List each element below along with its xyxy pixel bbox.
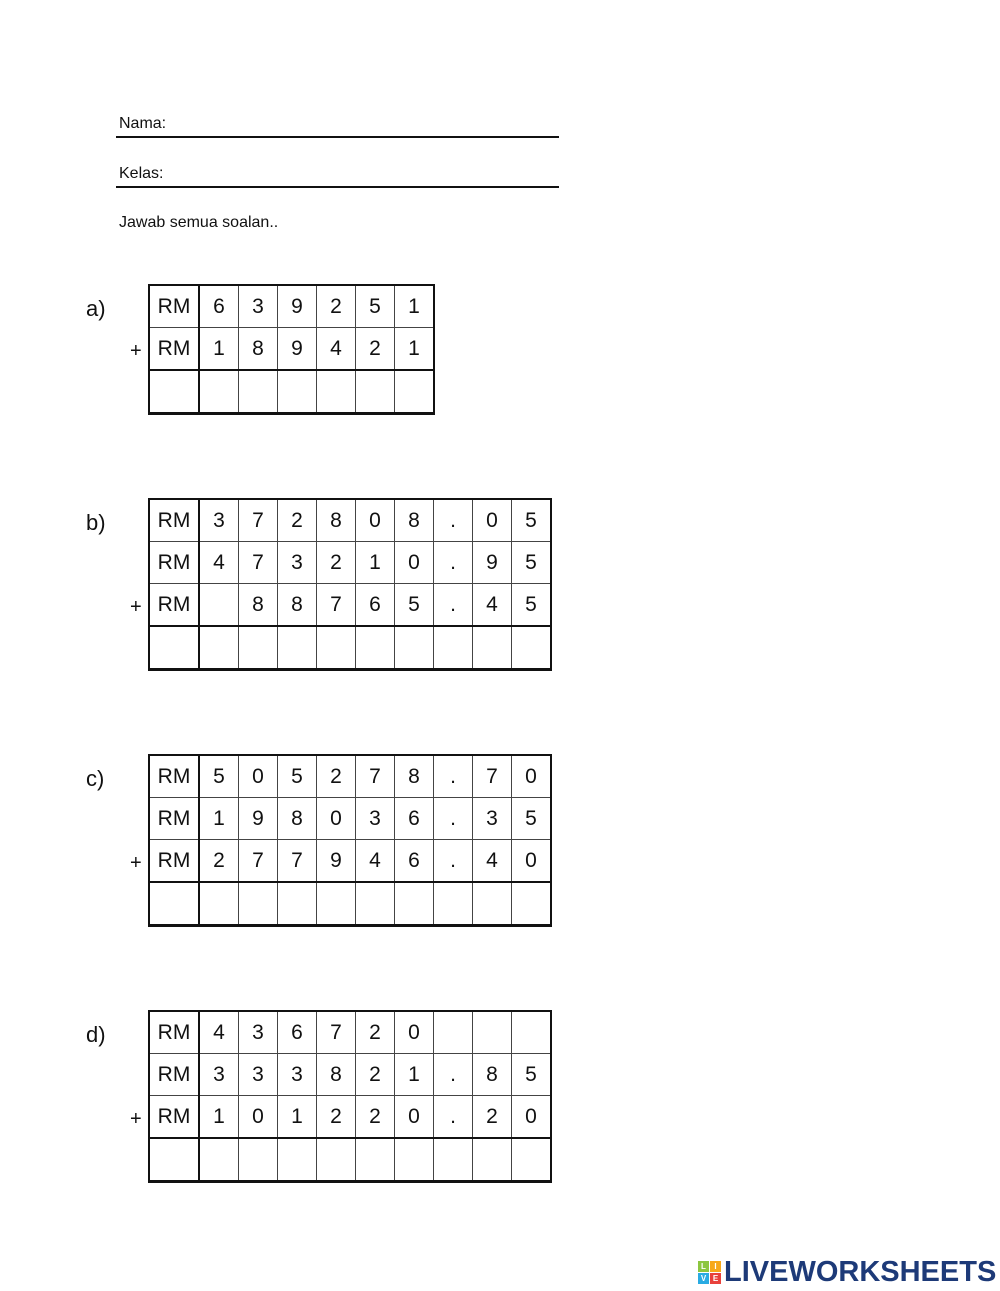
class-label: Kelas: — [119, 165, 164, 182]
digit-cell: 8 — [317, 499, 356, 542]
digit-cell: 2 — [317, 542, 356, 584]
digit-cell: 1 — [395, 285, 435, 328]
digit-cell: 0 — [512, 840, 552, 883]
digit-cell: 9 — [317, 840, 356, 883]
plus-sign-c: + — [130, 852, 142, 874]
currency-cell: RM — [149, 840, 199, 883]
answer-input-cell[interactable] — [395, 370, 435, 414]
digit-cell: 3 — [239, 285, 278, 328]
answer-input-cell[interactable] — [149, 882, 199, 926]
answer-row — [149, 626, 551, 670]
digit-cell: 2 — [356, 328, 395, 371]
addition-grid-d — [148, 1010, 552, 1183]
digit-cell: 6 — [356, 584, 395, 627]
digit-cell: 1 — [395, 328, 435, 371]
digit-cell — [473, 1011, 512, 1054]
plus-sign-d: + — [130, 1108, 142, 1130]
answer-input-cell[interactable] — [149, 1138, 199, 1182]
digit-cell — [199, 584, 239, 627]
answer-input-cell[interactable] — [473, 626, 512, 670]
currency-cell: RM — [149, 285, 199, 328]
digit-cell: 5 — [512, 499, 552, 542]
digit-cell: 3 — [199, 499, 239, 542]
digit-cell: 3 — [239, 1054, 278, 1096]
answer-input-cell[interactable] — [395, 626, 434, 670]
answer-input-cell[interactable] — [239, 1138, 278, 1182]
answer-input-cell[interactable] — [317, 882, 356, 926]
digit-cell: 3 — [239, 1011, 278, 1054]
decimal-cell: . — [434, 840, 473, 883]
digit-cell: 1 — [395, 1054, 434, 1096]
currency-cell: RM — [149, 1011, 199, 1054]
digit-cell: 2 — [317, 285, 356, 328]
currency-cell: RM — [149, 1096, 199, 1139]
answer-input-cell[interactable] — [434, 1138, 473, 1182]
digit-cell: 2 — [317, 755, 356, 798]
currency-cell: RM — [149, 798, 199, 840]
digit-cell: 5 — [512, 1054, 552, 1096]
digit-cell: 7 — [239, 840, 278, 883]
digit-cell: 0 — [317, 798, 356, 840]
answer-input-cell[interactable] — [278, 1138, 317, 1182]
digit-cell: 2 — [356, 1011, 395, 1054]
addition-grid-b — [148, 498, 552, 671]
digit-cell: 9 — [473, 542, 512, 584]
table-row — [149, 840, 551, 883]
name-field[interactable] — [116, 114, 559, 138]
digit-cell: 0 — [239, 1096, 278, 1139]
digit-cell: 0 — [395, 1096, 434, 1139]
plus-sign-b: + — [130, 596, 142, 618]
table-row — [149, 755, 551, 798]
digit-cell: 0 — [356, 499, 395, 542]
digit-cell: 0 — [239, 755, 278, 798]
answer-input-cell[interactable] — [356, 370, 395, 414]
decimal-cell — [434, 1011, 473, 1054]
answer-input-cell[interactable] — [395, 882, 434, 926]
answer-input-cell[interactable] — [434, 882, 473, 926]
digit-cell: 2 — [317, 1096, 356, 1139]
plus-sign-a: + — [130, 340, 142, 362]
table-row — [149, 499, 551, 542]
question-label-a: a) — [86, 296, 106, 321]
answer-input-cell[interactable] — [278, 370, 317, 414]
answer-input-cell[interactable] — [317, 626, 356, 670]
addition-grid-a — [148, 284, 435, 415]
digit-cell: 0 — [395, 542, 434, 584]
logo-tile-v: V — [698, 1273, 709, 1284]
digit-cell: 4 — [473, 840, 512, 883]
name-label: Nama: — [119, 115, 167, 132]
answer-input-cell[interactable] — [199, 1138, 239, 1182]
digit-cell: 2 — [473, 1096, 512, 1139]
digit-cell: 0 — [473, 499, 512, 542]
digit-cell: 1 — [199, 328, 239, 371]
decimal-cell: . — [434, 798, 473, 840]
digit-cell: 4 — [473, 584, 512, 627]
digit-cell: 2 — [356, 1054, 395, 1096]
digit-cell: 8 — [239, 584, 278, 627]
digit-cell: 5 — [512, 584, 552, 627]
digit-cell: 5 — [278, 755, 317, 798]
digit-cell: 0 — [512, 755, 552, 798]
logo-text: LIVEWORKSHEETS — [724, 1256, 997, 1288]
digit-cell: 7 — [239, 542, 278, 584]
digit-cell: 1 — [199, 1096, 239, 1139]
digit-cell: 3 — [278, 1054, 317, 1096]
digit-cell: 8 — [395, 755, 434, 798]
currency-cell: RM — [149, 1054, 199, 1096]
answer-input-cell[interactable] — [278, 882, 317, 926]
digit-cell: 7 — [278, 840, 317, 883]
table-row — [149, 1054, 551, 1096]
answer-input-cell[interactable] — [199, 370, 239, 414]
digit-cell: 7 — [317, 1011, 356, 1054]
digit-cell: 6 — [278, 1011, 317, 1054]
answer-input-cell[interactable] — [512, 1138, 552, 1182]
answer-input-cell[interactable] — [473, 882, 512, 926]
decimal-cell: . — [434, 584, 473, 627]
answer-input-cell[interactable] — [199, 626, 239, 670]
currency-cell: RM — [149, 328, 199, 371]
digit-cell: 3 — [199, 1054, 239, 1096]
decimal-cell: . — [434, 755, 473, 798]
digit-cell: 7 — [356, 755, 395, 798]
digit-cell: 5 — [395, 584, 434, 627]
table-row — [149, 1011, 551, 1054]
table-row — [149, 584, 551, 627]
digit-cell — [512, 1011, 552, 1054]
table-row — [149, 1096, 551, 1139]
answer-row — [149, 370, 434, 414]
table-row — [149, 328, 434, 371]
digit-cell: 5 — [512, 542, 552, 584]
answer-input-cell[interactable] — [473, 1138, 512, 1182]
question-label-c: c) — [86, 766, 105, 791]
liveworksheets-logo — [698, 1256, 996, 1289]
answer-input-cell[interactable] — [395, 1138, 434, 1182]
currency-cell: RM — [149, 755, 199, 798]
question-label-d: d) — [86, 1022, 106, 1047]
logo-tile-i: I — [710, 1261, 721, 1272]
answer-input-cell[interactable] — [278, 626, 317, 670]
answer-input-cell[interactable] — [149, 626, 199, 670]
logo-tile-l: L — [698, 1261, 709, 1272]
addition-grid-c — [148, 754, 552, 927]
digit-cell: 6 — [395, 798, 434, 840]
decimal-cell: . — [434, 542, 473, 584]
question-label-b: b) — [86, 510, 106, 535]
digit-cell: 5 — [356, 285, 395, 328]
class-field[interactable] — [116, 164, 559, 188]
digit-cell: 8 — [239, 328, 278, 371]
digit-cell: 8 — [278, 798, 317, 840]
digit-cell: 9 — [278, 328, 317, 371]
digit-cell: 9 — [278, 285, 317, 328]
answer-input-cell[interactable] — [356, 882, 395, 926]
answer-input-cell[interactable] — [356, 1138, 395, 1182]
logo-tile-e: E — [710, 1273, 721, 1284]
answer-input-cell[interactable] — [239, 882, 278, 926]
answer-row — [149, 882, 551, 926]
table-row — [149, 542, 551, 584]
answer-input-cell[interactable] — [356, 626, 395, 670]
digit-cell: 1 — [356, 542, 395, 584]
digit-cell: 4 — [199, 1011, 239, 1054]
digit-cell: 4 — [356, 840, 395, 883]
decimal-cell: . — [434, 1096, 473, 1139]
table-row — [149, 285, 434, 328]
digit-cell: 7 — [239, 499, 278, 542]
answer-input-cell[interactable] — [434, 626, 473, 670]
digit-cell: 8 — [317, 1054, 356, 1096]
digit-cell: 4 — [199, 542, 239, 584]
digit-cell: 8 — [473, 1054, 512, 1096]
digit-cell: 0 — [395, 1011, 434, 1054]
logo-tiles-icon — [698, 1261, 721, 1284]
decimal-cell: . — [434, 499, 473, 542]
digit-cell: 2 — [278, 499, 317, 542]
digit-cell: 3 — [278, 542, 317, 584]
digit-cell: 5 — [512, 798, 552, 840]
answer-input-cell[interactable] — [512, 882, 552, 926]
digit-cell: 2 — [199, 840, 239, 883]
digit-cell: 9 — [239, 798, 278, 840]
digit-cell: 1 — [278, 1096, 317, 1139]
digit-cell: 1 — [199, 798, 239, 840]
currency-cell: RM — [149, 542, 199, 584]
answer-input-cell[interactable] — [239, 370, 278, 414]
answer-input-cell[interactable] — [317, 1138, 356, 1182]
answer-input-cell[interactable] — [149, 370, 199, 414]
digit-cell: 8 — [278, 584, 317, 627]
digit-cell: 4 — [317, 328, 356, 371]
digit-cell: 2 — [356, 1096, 395, 1139]
table-row — [149, 798, 551, 840]
decimal-cell: . — [434, 1054, 473, 1096]
answer-input-cell[interactable] — [317, 370, 356, 414]
answer-input-cell[interactable] — [199, 882, 239, 926]
digit-cell: 6 — [199, 285, 239, 328]
digit-cell: 6 — [395, 840, 434, 883]
digit-cell: 0 — [512, 1096, 552, 1139]
instruction-text: Jawab semua soalan.. — [119, 214, 279, 231]
digit-cell: 7 — [317, 584, 356, 627]
answer-input-cell[interactable] — [239, 626, 278, 670]
answer-input-cell[interactable] — [512, 626, 552, 670]
digit-cell: 5 — [199, 755, 239, 798]
digit-cell: 8 — [395, 499, 434, 542]
digit-cell: 3 — [473, 798, 512, 840]
answer-row — [149, 1138, 551, 1182]
digit-cell: 7 — [473, 755, 512, 798]
digit-cell: 3 — [356, 798, 395, 840]
currency-cell: RM — [149, 584, 199, 627]
currency-cell: RM — [149, 499, 199, 542]
